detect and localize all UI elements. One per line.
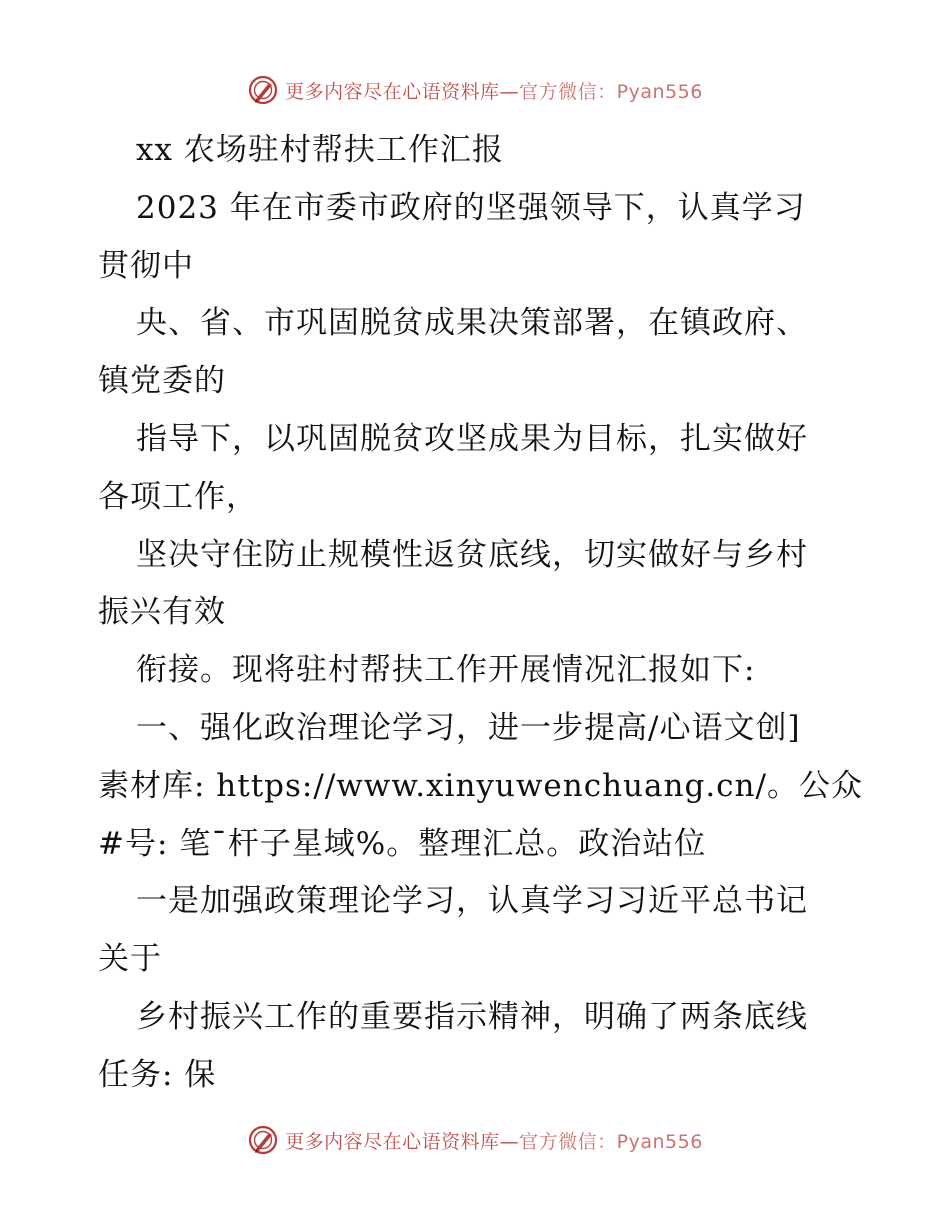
paragraph-line: 一、强化政治理论学习，进一步提高/心语文创] — [136, 709, 801, 746]
paragraph-line: 任务: 保 — [98, 1056, 217, 1093]
footer-banner — [0, 1120, 950, 1160]
paragraph-line: 指导下，以巩固脱贫攻坚成果为目标，扎实做好 — [136, 420, 808, 457]
pen-logo-icon — [247, 74, 279, 106]
paragraph-line: 坚决守住防止规模性返贫底线，切实做好与乡村 — [136, 536, 808, 573]
paragraph-line: 2023 年在市委市政府的坚强领导下，认真学习 — [136, 189, 806, 226]
paragraph-line: 衔接。现将驻村帮扶工作开展情况汇报如下: — [136, 652, 756, 689]
paragraph-line: 贯彻中 — [98, 247, 194, 284]
paragraph-line: 关于 — [98, 941, 162, 978]
header-banner-text — [285, 77, 703, 104]
paragraph-line: xx 农场驻村帮扶工作汇报 — [136, 132, 504, 168]
footer-banner-contact: 官方微信：Pyan556 — [519, 1130, 703, 1153]
paragraph-line: #号: 笔¯杆子星域%。整理汇总。政治站位 — [98, 825, 707, 862]
paragraph-line: 一是加强政策理论学习，认真学习习近平总书记 — [136, 883, 808, 920]
header-banner — [0, 70, 950, 110]
header-banner-contact: 官方微信：Pyan556 — [519, 80, 703, 103]
footer-banner-text — [285, 1127, 703, 1154]
paragraph-line: 镇党委的 — [98, 363, 226, 400]
pen-logo-icon — [247, 1124, 279, 1156]
paragraph-line: 振兴有效 — [98, 594, 226, 631]
document-body — [98, 122, 863, 1105]
paragraph-line: 素材库: https://www.xinyuwenchuang.cn/。公众 — [98, 767, 863, 804]
paragraph-line: 央、省、市巩固脱贫成果决策部署，在镇政府、 — [136, 305, 808, 342]
paragraph-line: 各项工作， — [98, 478, 258, 515]
header-banner-main: 更多内容尽在心语资料库— — [285, 80, 520, 103]
footer-banner-main: 更多内容尽在心语资料库— — [285, 1130, 520, 1153]
paragraph-line: 乡村振兴工作的重要指示精神，明确了两条底线 — [136, 998, 808, 1035]
